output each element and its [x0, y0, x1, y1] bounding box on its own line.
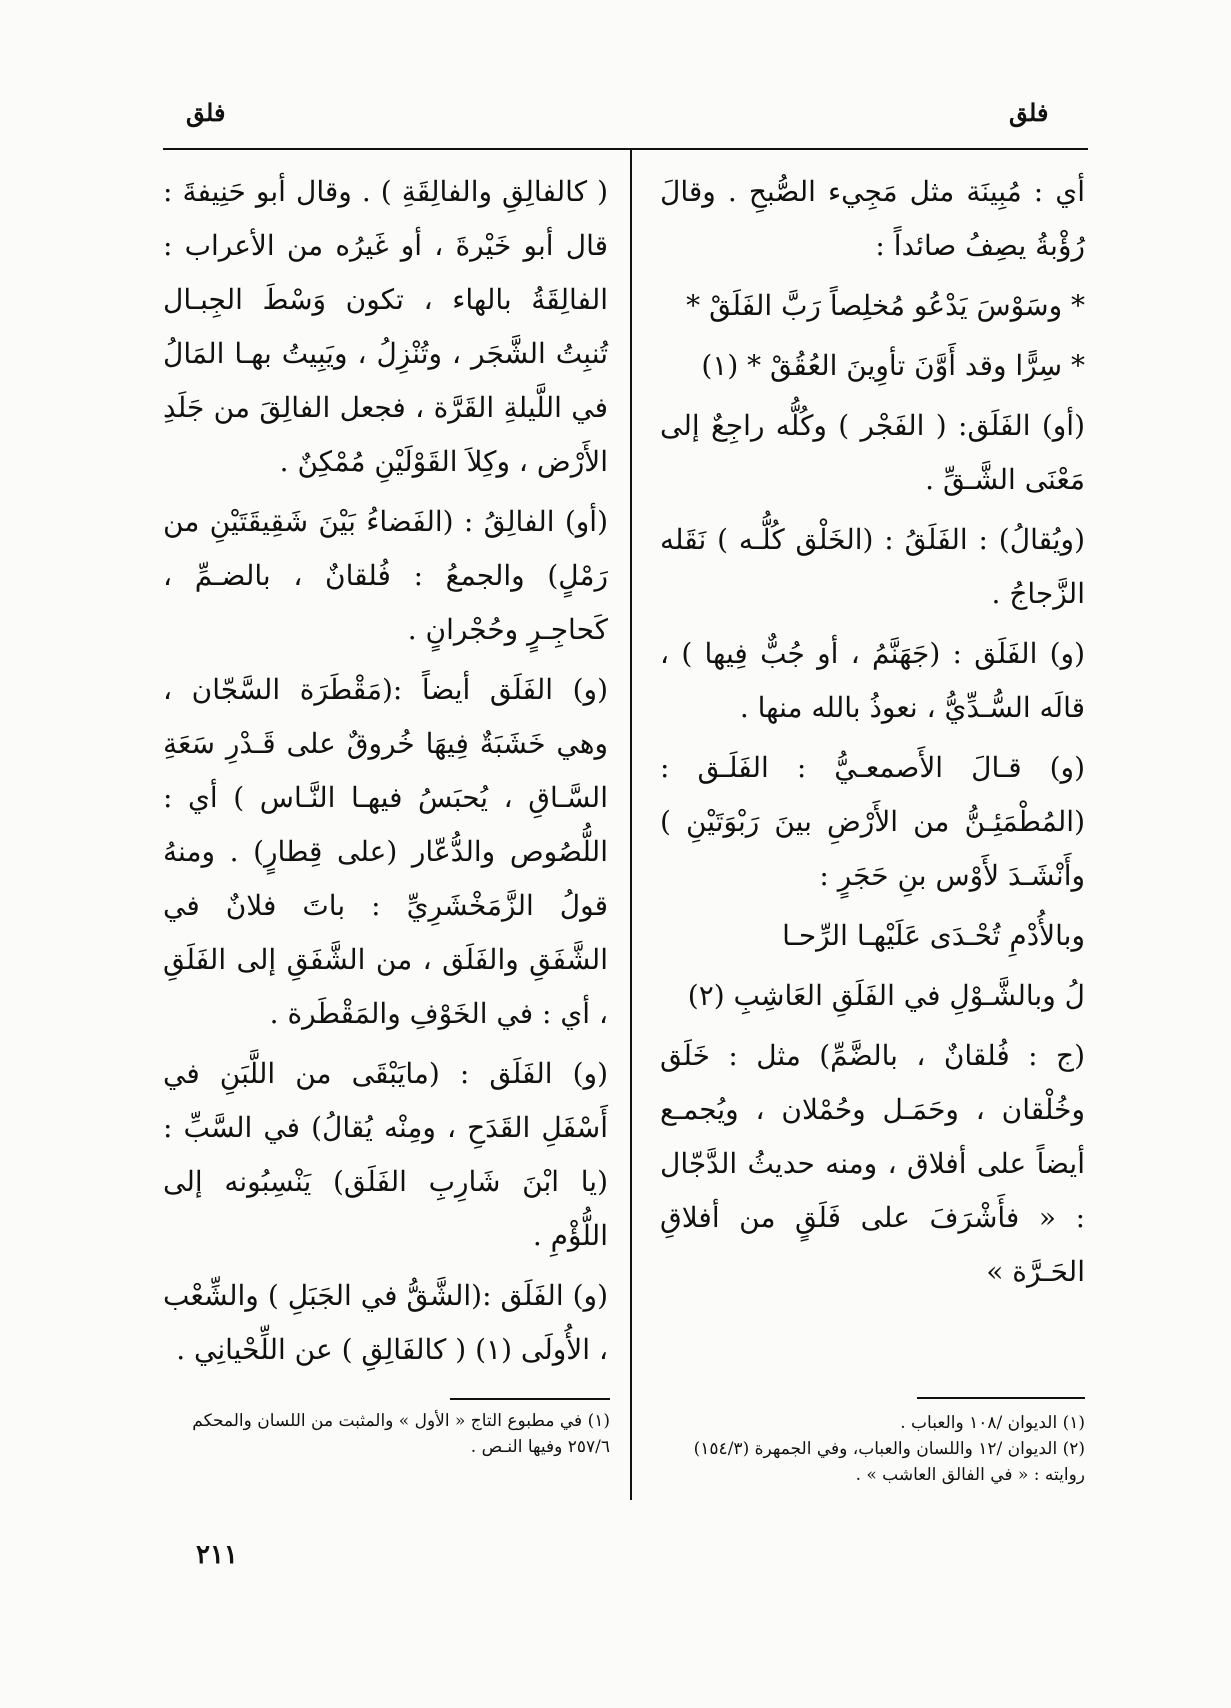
- entry-paragraph: (أو) الفالِقُ : (الفَضاءُ بَيْنَ شَقِيقَتَيْنِ من رَمْلٍ) والجمعُ : فُلقانٌ ، بالضـمِّ ، كَحاجِـرٍ وحُجْرانٍ .: [163, 505, 608, 646]
- footnote: (١) في مطبوع التاج « الأول » والمثبت من اللسان والمحكم ٢٥٧/٦ وفيها النـص .: [192, 1411, 610, 1457]
- entry-paragraph: (و) الفَلَق أيضاً :(مَقْطَرَة السَّجّان ، وهي خَشَبَةٌ فِيهَا خُروقٌ على قَـدْرِ سَعَةِ السَّـاقِ ، يُحبَسُ فيهـا النَّـاس ) أي : اللُّصُوص والدُّعّار (على قِطارٍ) . ومنهُ قولُ الزَّمَخْشَرِيِّ : باتَ فلانٌ في الشَّفَقِ والفَلَق ، من الشَّفَقِ إلى الفَلَقِ ، أي : في الخَوْفِ والمَقْطَرة .: [163, 673, 608, 1030]
- verse-line: وبالأُدْمِ تُحْـدَى عَلَيْهـا الرِّحـا: [782, 919, 1085, 952]
- footnote: (١) الديوان /١٠٨ والعباب .: [900, 1413, 1085, 1433]
- left-column: [163, 165, 608, 1383]
- footnotes-left: [170, 1408, 610, 1460]
- entry-paragraph: (و) الفَلَق : (جَهَنَّمُ ، أو جُبٌّ فِيها ) ، قالَه السُّـدِّيُّ ، نعوذُ بالله منها .: [660, 637, 1085, 724]
- header-word-left: فلق: [186, 98, 226, 127]
- footnote-rule-right: [917, 1397, 1085, 1399]
- column-divider: [630, 150, 632, 1500]
- entry-paragraph: ( كالفالِقِ والفالِقَةِ ) . وقال أبو حَنِيفةَ : قال أبو خَيْرةَ ، أو غَيرُه من الأعراب : الفالِقَةُ بالهاء ، تكون وَسْطَ الجِبـال تُنبِتُ الشَّجَر ، وتُنْزِلُ ، ويَبِيتُ بهـا المَالُ في اللَّيلةِ القَرَّة ، فجعل الفالِقَ من جَلَدِ الأَرْض ، وكِلاَ القَوْلَيْنِ مُمْكِنٌ .: [163, 175, 608, 478]
- entry-paragraph: (أو) الفَلَق: ( الفَجْر ) وكُلُّه راجِعٌ إلى مَعْنَى الشَّـقِّ .: [660, 409, 1085, 496]
- entry-paragraph: (ويُقالُ) : الفَلَقُ : (الخَلْق كُلُّـه ) نَقَله الزَّجاجُ .: [660, 523, 1085, 610]
- entry-paragraph: (ج : فُلقانٌ ، بالضَّمِّ) مثل : خَلَق وخُلْقان ، وحَمَـل وحُمْلان ، ويُجمـع أيضاً على أفلاق ، ومنه حديثُ الدَّجّال : « فأَشْرَفَ على فَلَقٍ من أفلاقِ الحَـرَّة »: [660, 1039, 1085, 1288]
- entry-paragraph: أي : مُبِينَة مثل مَجِيء الصُّبحِ . وقالَ رُؤْبةُ يصِفُ صائداً :: [660, 175, 1085, 262]
- header-word-right: فلق: [1009, 98, 1049, 127]
- footnote: (٢) الديوان /١٢ واللسان والعباب، وفي الجمهرة (١٥٤/٣) روايته : « في الفالق العاشب » .: [693, 1439, 1085, 1485]
- page-number: ٢١١: [196, 1540, 238, 1570]
- entry-paragraph: (و) الفَلَق :(الشَّقُّ في الجَبَلِ ) والشِّعْب ، الأُولَى (١) ( كالفَالِقِ ) عن اللِّحْيانِي .: [163, 1279, 608, 1366]
- verse-line: * سِرًّا وقد أَوَّنَ تأوِينَ العُقُقْ * (١): [701, 349, 1085, 382]
- verse-line: لُ وبالشَّـوْلِ في الفَلَقِ العَاشِبِ (٢): [687, 979, 1085, 1012]
- footnote-rule-left: [450, 1398, 610, 1400]
- verse-line: * وسَوْسَ يَدْعُو مُخلِصاً رَبَّ الفَلَقْ *: [686, 289, 1085, 322]
- footnotes-right: [680, 1410, 1085, 1488]
- header-rule: [163, 148, 1088, 150]
- entry-paragraph: (و) الفَلَق : (مايَبْقَى من اللَّبَنِ في أَسْفَلِ القَدَحِ ، ومِنْه يُقالُ) في السَّبِّ : (يا ابْنَ شَارِبِ الفَلَق) يَنْسِبُونه إلى اللُّؤْمِ .: [163, 1057, 608, 1252]
- right-column: [660, 165, 1085, 1305]
- entry-paragraph: (و) قـالَ الأَصمعـيُّ : الفَلَـق : (المُطْمَئِـنُّ من الأَرْضِ بينَ رَبْوَتَيْنِ ) وأَنْشَـدَ لأَوْس بنِ حَجَرٍ :: [660, 751, 1085, 892]
